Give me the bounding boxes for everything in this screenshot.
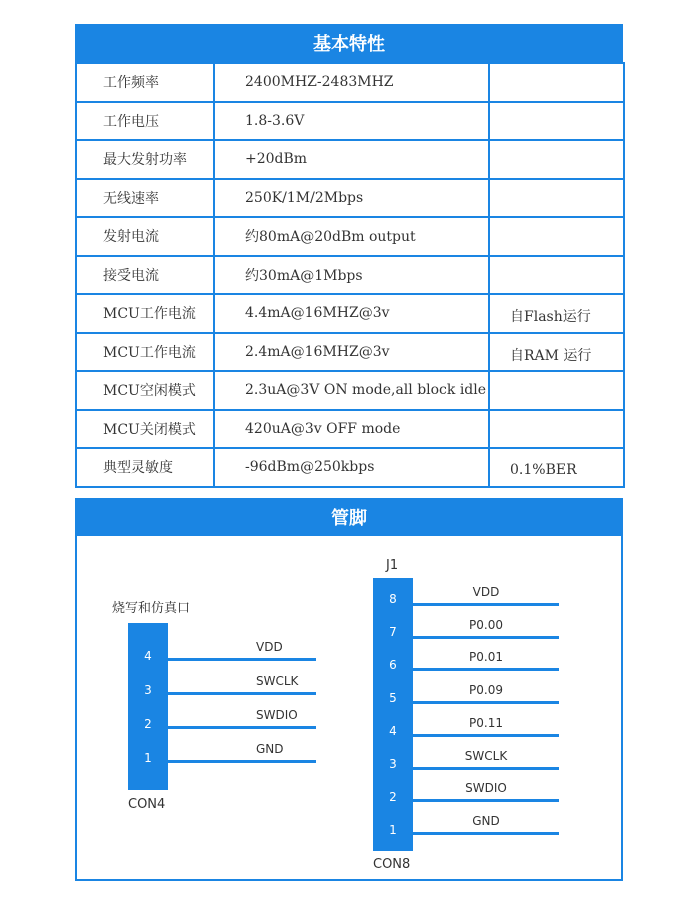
feature-note	[489, 179, 624, 218]
con8-ref: J1	[386, 558, 399, 573]
feature-row	[76, 410, 624, 449]
feature-label: MCU工作电流	[76, 294, 214, 333]
con8-pin-number: 7	[389, 625, 397, 639]
con8-pin-line	[413, 603, 559, 606]
feature-label: 典型灵敏度	[76, 448, 214, 487]
feature-value: 250K/1M/2Mbps	[214, 179, 489, 218]
con4-pin-label: SWDIO	[256, 708, 298, 722]
con4-pin-line	[168, 726, 316, 729]
con8-pin-label: GND	[472, 813, 500, 828]
con8-pin-number: 4	[389, 724, 397, 738]
features-title: 基本特性	[313, 34, 385, 55]
feature-row	[76, 333, 624, 372]
feature-label: 无线速率	[76, 179, 214, 218]
pins-header	[75, 498, 623, 536]
feature-row	[76, 256, 624, 295]
con8-pin-line	[413, 668, 559, 671]
feature-note: 自RAM 运行	[489, 333, 624, 372]
con4-pin-label: VDD	[256, 640, 283, 654]
con4-pin-label: GND	[256, 742, 284, 756]
con8-pin-line	[413, 832, 559, 835]
con8-name: CON8	[373, 857, 411, 872]
feature-label: 工作电压	[76, 102, 214, 141]
feature-note	[489, 217, 624, 256]
con8-pin-label: P0.01	[469, 650, 503, 665]
feature-label: MCU工作电流	[76, 333, 214, 372]
feature-label: 工作频率	[76, 63, 214, 102]
con4-pin-label: SWCLK	[256, 674, 299, 688]
feature-value: 2400MHZ-2483MHZ	[214, 63, 489, 102]
feature-value: 2.4mA@16MHZ@3v	[214, 333, 489, 372]
feature-value: 约30mA@1Mbps	[214, 256, 489, 295]
con8-pin-label: P0.09	[469, 683, 503, 698]
feature-value: 4.4mA@16MHZ@3v	[214, 294, 489, 333]
feature-row	[76, 63, 624, 102]
con8-pin-number: 8	[389, 592, 397, 606]
feature-value: -96dBm@250kbps	[214, 448, 489, 487]
con8-connector-body	[373, 578, 413, 851]
con8-pin-label: VDD	[472, 585, 500, 599]
con4-pin-line	[168, 760, 316, 763]
con8-pin-line	[413, 734, 559, 737]
features-table	[75, 62, 625, 488]
con8-pin-number: 6	[389, 658, 397, 672]
pins-title: 管脚	[331, 508, 367, 529]
feature-label: 最大发射功率	[76, 140, 214, 179]
con8-pin-label: P0.00	[469, 617, 503, 632]
con8-pin-line	[413, 799, 559, 802]
feature-note	[489, 410, 624, 449]
con4-pin-line	[168, 692, 316, 695]
feature-note	[489, 63, 624, 102]
con8-pin-number: 2	[389, 790, 397, 804]
feature-value: 420uA@3v OFF mode	[214, 410, 489, 449]
con8-pin-line	[413, 636, 559, 639]
feature-row	[76, 294, 624, 333]
feature-label: 接受电流	[76, 256, 214, 295]
con8-pin-line	[413, 767, 559, 770]
feature-row	[76, 448, 624, 487]
feature-label: MCU关闭模式	[76, 410, 214, 449]
con4-pin-number: 3	[144, 683, 152, 697]
feature-row	[76, 179, 624, 218]
con8-pin-label: SWDIO	[465, 781, 507, 796]
con8-pin-number: 1	[389, 823, 397, 837]
con8-pin-label: SWCLK	[464, 748, 508, 763]
con8-pin-line	[413, 701, 559, 704]
feature-note	[489, 371, 624, 410]
con8-pin-number: 5	[389, 691, 397, 705]
feature-label: MCU空闲模式	[76, 371, 214, 410]
feature-value: +20dBm	[214, 140, 489, 179]
feature-value: 约80mA@20dBm output	[214, 217, 489, 256]
feature-label: 发射电流	[76, 217, 214, 256]
con4-pin-number: 4	[144, 649, 152, 663]
con4-pin-number: 2	[144, 717, 152, 731]
feature-note	[489, 102, 624, 141]
feature-note	[489, 256, 624, 295]
feature-note: 0.1%BER	[489, 448, 624, 487]
con4-pin-line	[168, 658, 316, 661]
con4-pin-number: 1	[144, 751, 152, 765]
con4-heading: 烧写和仿真口	[112, 601, 191, 616]
feature-row	[76, 371, 624, 410]
feature-row	[76, 140, 624, 179]
feature-note: 自Flash运行	[489, 294, 624, 333]
feature-value: 2.3uA@3V ON mode,all block idle	[214, 371, 489, 410]
con8-pin-number: 3	[389, 757, 397, 771]
feature-note	[489, 140, 624, 179]
feature-row	[76, 217, 624, 256]
con4-name: CON4	[128, 797, 166, 812]
features-header	[75, 24, 623, 62]
feature-row	[76, 102, 624, 141]
feature-value: 1.8-3.6V	[214, 102, 489, 141]
con8-pin-label: P0.11	[469, 715, 503, 730]
